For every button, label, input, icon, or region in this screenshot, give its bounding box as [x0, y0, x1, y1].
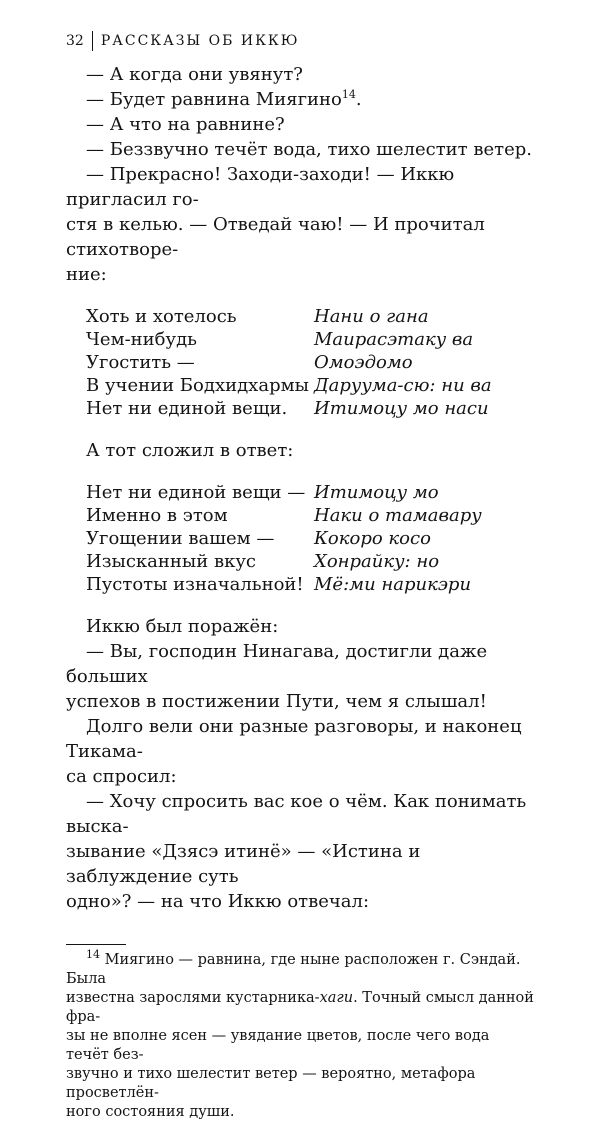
- poem-line-russian: Нет ни единой вещи —: [86, 482, 306, 503]
- poem-line-japanese: Маирасэтаку ва: [314, 329, 474, 350]
- footnote-divider: [66, 944, 126, 945]
- poem-2: [86, 481, 534, 596]
- poem-line-japanese: Наки о тамавару: [314, 505, 482, 526]
- text-line: — Хочу спросить вас кое о чём. Как понимать выска-: [66, 791, 527, 837]
- footnote-text: . Точный смысл данной фра-: [66, 990, 534, 1025]
- footnote-text: известна зарослями кустарника-: [66, 990, 320, 1006]
- text-line: успехов в постижении Пути, чем я слышал!: [66, 691, 487, 712]
- text-line: ние:: [66, 264, 107, 285]
- footnote: [66, 948, 534, 1122]
- text-line: — Прекрасно! Заходи-заходи! — Иккю пригласил го-: [66, 164, 455, 210]
- paragraph-amazed: Иккю был поражён:: [86, 616, 279, 637]
- poem-line-russian: Изысканный вкус: [86, 551, 256, 572]
- footnote-line: [66, 989, 534, 1027]
- poem-line-russian: В учении Бодхидхармы: [86, 375, 309, 396]
- footnote-italic-term: хаги: [319, 990, 354, 1006]
- dialogue-line: — Будет равнина Миягино$^{14}$.: [86, 88, 362, 110]
- text-line: зывание «Дзясэ итинё» — «Истина и заблуждение суть: [66, 841, 421, 887]
- poem-line-russian: Нет ни единой вещи.: [86, 398, 288, 419]
- poem-line-japanese: Нани о гана: [314, 306, 429, 327]
- footnote-number: 14: [86, 948, 100, 962]
- running-head: [66, 28, 534, 54]
- poem-line-japanese: Итимоцу мо наси: [314, 398, 489, 419]
- paragraph-success: [66, 639, 534, 714]
- page-number: 32: [66, 33, 84, 49]
- text-line: — Вы, господин Нинагава, достигли даже больших: [66, 641, 488, 687]
- paragraph-talk: [66, 714, 534, 789]
- footnote-line: ного состояния души.: [66, 1104, 235, 1120]
- poem-1: [86, 305, 534, 420]
- poem-line-russian: Угощении вашем —: [86, 528, 275, 549]
- dialogue-text: — Будет равнина Миягино: [86, 89, 342, 110]
- dialogue-line: — А когда они увянут?: [86, 64, 303, 85]
- text-line: стя в келью. — Отведай чаю! — И прочитал стихотворе-: [66, 214, 485, 260]
- running-head-title: РАССКАЗЫ ОБ ИККЮ: [100, 33, 300, 49]
- poem-line-russian: Именно в этом: [86, 505, 228, 526]
- text-line: Долго вели они разные разговоры, и наконец Тикама-: [66, 716, 522, 762]
- footnote-marker[interactable]: 14: [341, 88, 356, 101]
- poem-line-russian: Чем-нибудь: [86, 329, 197, 350]
- poem-line-russian: Угостить —: [86, 352, 195, 373]
- footnote-text: Миягино — равнина, где ныне расположен г. Сэндай. Была: [66, 952, 521, 987]
- poem-line-russian: Хоть и хотелось: [86, 306, 237, 327]
- paragraph-question: [66, 789, 534, 914]
- main-text-continued: [66, 614, 534, 914]
- poem-line-japanese: Итимоцу мо: [314, 482, 439, 503]
- dialogue-line: — Беззвучно течёт вода, тихо шелестит ветер.: [86, 139, 532, 160]
- running-head-separator: [92, 31, 93, 51]
- footnote-line: звучно и тихо шелестит ветер — вероятно, метафора просветлён-: [66, 1066, 476, 1101]
- poem-line-japanese: Хонрайку: но: [314, 551, 440, 572]
- poem-line-russian: Пустоты изначальной!: [86, 574, 304, 595]
- footnote-line: [66, 948, 534, 989]
- reply-intro: А тот сложил в ответ:: [86, 440, 294, 461]
- poem-line-japanese: Кокоро косо: [314, 528, 431, 549]
- book-page: [66, 28, 534, 1122]
- text-line: са спросил:: [66, 766, 177, 787]
- text-line: одно»? — на что Иккю отвечал:: [66, 891, 370, 912]
- paragraph-invite: [66, 162, 534, 287]
- poem-line-japanese: Омоэдомо: [314, 352, 413, 373]
- poem-line-japanese: Даруума-сю: ни ва: [314, 375, 492, 396]
- footnote-line: зы не вполне ясен — увядание цветов, после чего вода течёт без-: [66, 1028, 490, 1063]
- main-text: [66, 62, 534, 287]
- poem-line-japanese: Мё:ми нарикэри: [314, 574, 472, 595]
- dialogue-line: — А что на равнине?: [86, 114, 285, 135]
